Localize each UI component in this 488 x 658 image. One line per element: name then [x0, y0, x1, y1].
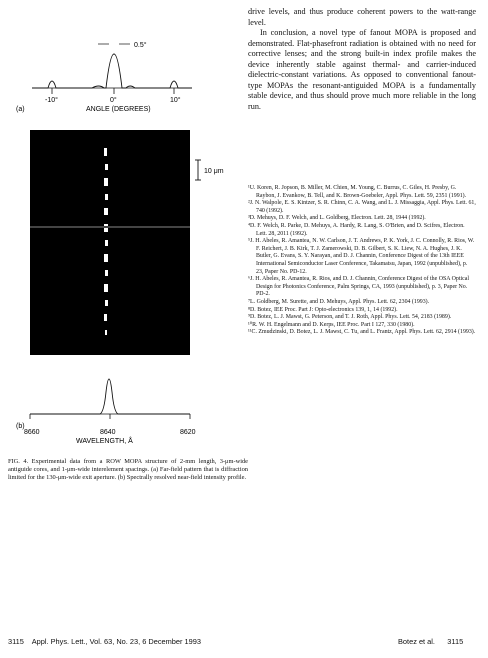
reference-item: ⁹D. Botez, L. J. Mawst, G. Peterson, and T. J. Roth, Appl. Phys. Lett. 54, 2183 (1989).	[248, 314, 452, 321]
tick-label-8640: 8640	[100, 429, 116, 436]
reference-item: ¹U. Koren, R. Jopson, B. Miller, M. Chien, M. Young, C. Burrus, C. Giles, H. Presby, G. Raybon, J. Evankow, B. Tell, and K. Brown-Goebeler, Appl. Phys. Lett. 59, 2351 (1991).	[248, 185, 467, 199]
reference-item: ⁷L. Goldberg, M. Surette, and D. Mehuys, Appl. Phys. Lett. 62, 2304 (1993).	[248, 298, 430, 305]
far-field-curve	[32, 54, 192, 88]
footer-journal-info: 3115 Appl. Phys. Lett., Vol. 63, No. 23, 6 December 1993	[8, 637, 201, 646]
near-field-image-background	[30, 130, 190, 355]
near-field-element	[105, 164, 108, 170]
spectrum-curve	[30, 379, 190, 414]
references-list	[248, 185, 476, 337]
near-field-element	[105, 330, 107, 335]
reference-item: ⁶J. H. Abeles, R. Amantea, R. Rios, and D. J. Channin, Conference Digest of the OSA Optical Design for Photonics Conference, Palm Springs, CA, 1993 (unpublished), p. 3, Paper No. PD-2.	[248, 276, 469, 298]
near-field-element	[104, 254, 108, 262]
tick-label-10: 10°	[170, 97, 181, 104]
near-field-element	[105, 300, 108, 306]
near-field-element	[104, 208, 108, 215]
tick-label-8620: 8620	[180, 429, 196, 436]
near-field-element	[104, 284, 108, 292]
width-annotation: 0.5°	[134, 42, 147, 49]
reference-item: ⁸D. Botez, IEE Proc. Part J: Opto-electronics 139, 1, 14 (1992).	[248, 306, 398, 313]
reference-item: ²J. N. Walpole, E. S. Kintzer, S. R. Chinn, C. A. Wang, and L. J. Missaggia, Appl. Phys. Lett. 61, 740 (1992).	[248, 200, 476, 214]
far-field-axis-label: ANGLE (DEGREES)	[86, 106, 151, 113]
reference-item: ¹⁰R. W. H. Engelmann and D. Kerps, IEE Proc. Part I 127, 330 (1980).	[248, 321, 415, 328]
near-field-band	[30, 226, 190, 228]
near-field-element	[104, 314, 107, 321]
panel-b-label: (b)	[16, 423, 25, 430]
far-field-plot	[14, 14, 214, 124]
panel-a-label: (a)	[16, 106, 25, 113]
scale-bar-label: 10 μm	[204, 168, 224, 175]
near-field-element	[105, 270, 108, 276]
body-paragraph-1: drive levels, and thus produce coherent powers to the watt-range level.	[248, 7, 476, 27]
tick-label-0: 0°	[110, 97, 117, 104]
figure-caption: FIG. 4. Experimental data from a ROW MOPA structure of 2-mm length, 3-μm-wide antiguide cores, and 1-μm-wide interelement spacings. (a) Far-field pattern that is diffraction limited for the 130-μm-wide exit aperture. (b) Spectrally resolved near-field intensity profile.	[8, 458, 248, 482]
reference-item: ⁵J. H. Abeles, R. Amantea, N. W. Carlson, J. T. Andrews, P. K. York, J. C. Connolly, R. Rios, W. F. Reichert, J. B. Kirk, T. J. Zamerowski, D. B. Gilbert, S. K. Liew, N. A. Hughes, J. K. Butler, G. Evans, S. Y. Narayan, and D. J. Channin, Conference Digest of the 13th IEEE International Semiconductor Laser Conference, Takamatsu, Japan, 1992 (unpublished), p. 23, Paper No. PD-12.	[248, 238, 475, 275]
reference-item: ⁴D. F. Welch, R. Parke, D. Mehuys, A. Hardy, R. Lang, S. O'Brien, and D. Scifres, Electron. Lett. 28, 2011 (1992).	[248, 222, 465, 237]
spectrum-plot	[14, 362, 234, 452]
reference-item: ¹¹C. Zmudzinski, D. Botez, L. J. Mawst, C. Tu, and L. Frantz, Appl. Phys. Lett. 62, 2914 (1993).	[248, 329, 476, 336]
tick-label-8660: 8660	[24, 429, 40, 436]
reference-item: ³D. Mehuys, D. F. Welch, and L. Goldberg, Electron. Lett. 28, 1944 (1992).	[248, 215, 426, 222]
tick-label-neg10: -10°	[45, 97, 58, 104]
body-paragraph-2: In conclusion, a novel type of fanout MOPA is proposed and demonstrated. Flat-phasefront radiation is obtained with no need for corrective lenses; and the strong built-in index profile makes the device inherently stable against thermal- and carrier-induced dielectric-constant variations. As opposed to conventional fanout-type MOPAs the resonant-antiguided MOPA is a fundamentally stable device, and thus should prove much more reliable in the long run.	[248, 28, 476, 111]
near-field-element	[104, 178, 108, 186]
body-text-column	[248, 7, 476, 112]
near-field-element	[105, 194, 108, 200]
near-field-element	[105, 240, 108, 246]
footer-page-info: Botez et al. 3115	[398, 637, 464, 646]
near-field-element	[104, 148, 107, 156]
spectrum-axis-label: WAVELENGTH, Å	[76, 438, 133, 445]
near-field-image	[14, 130, 244, 360]
